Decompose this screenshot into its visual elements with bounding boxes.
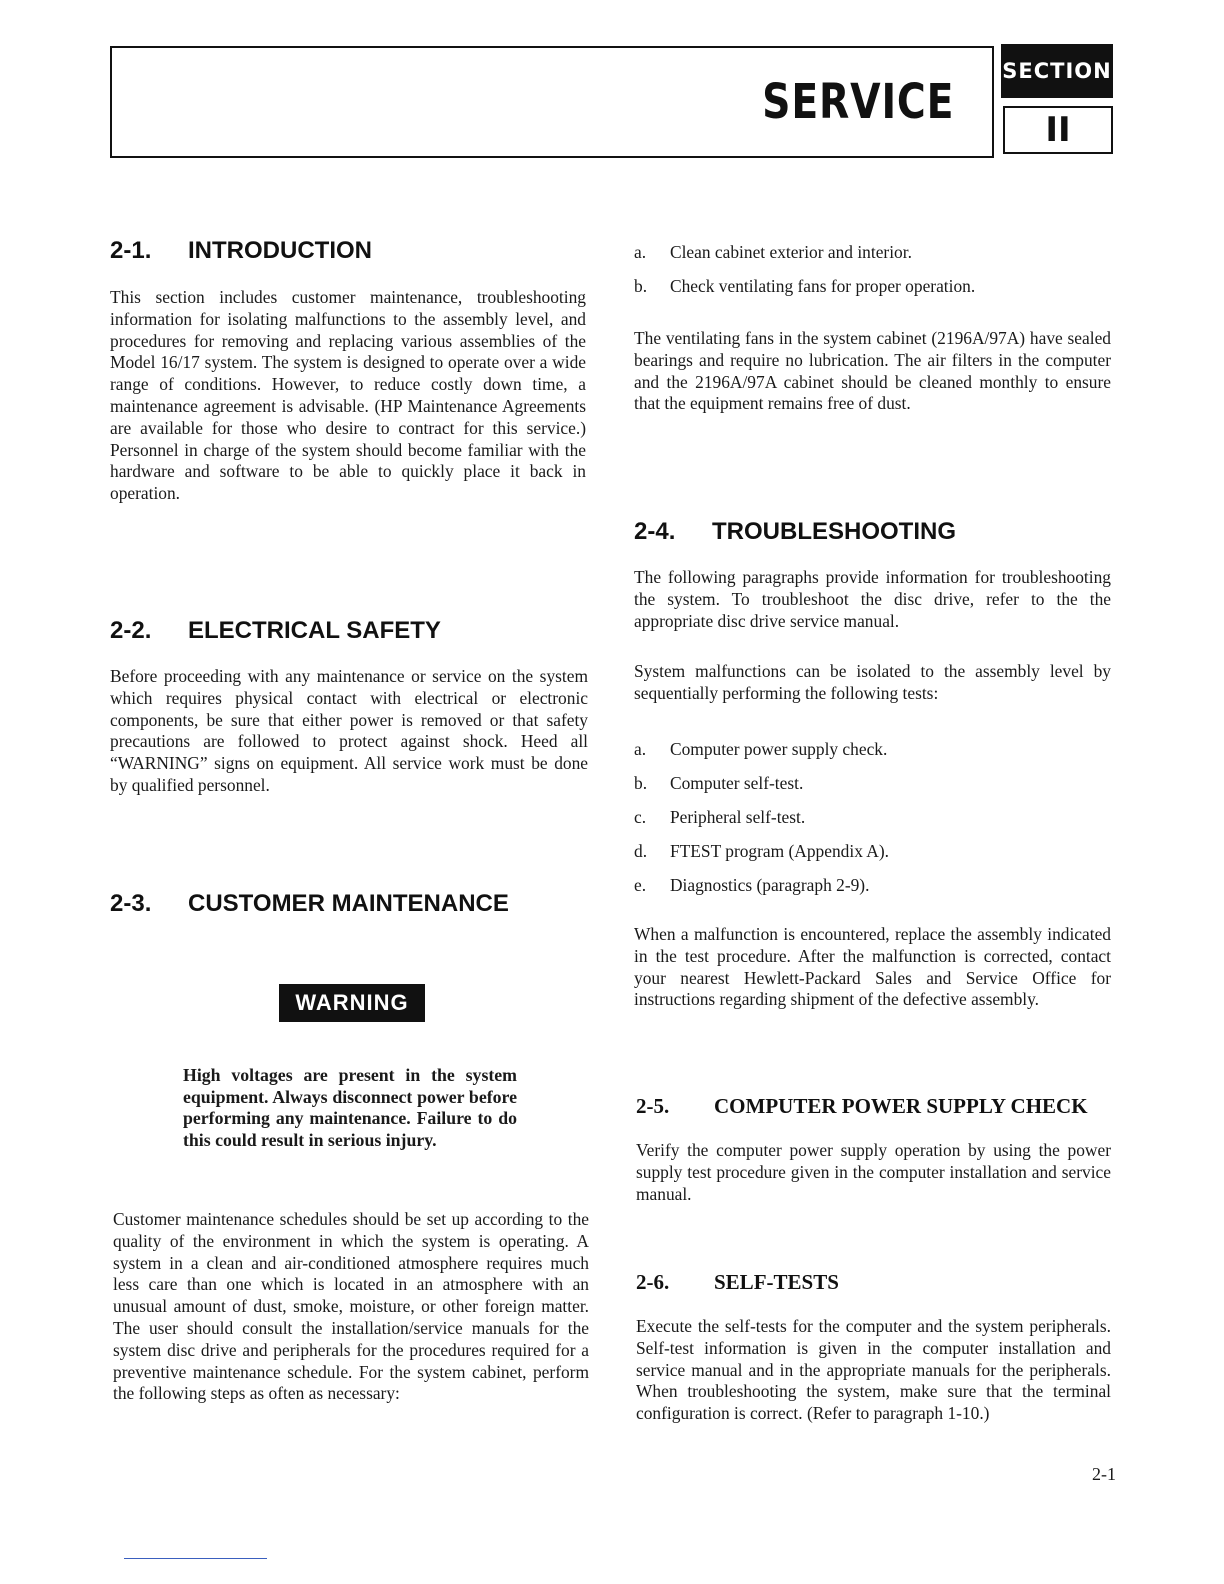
troubleshooting-paragraph-1: The following paragraphs provide information for troubleshooting the system. To troubleshoot the disc drive, refer to the the appropriate disc drive service manual. [634,567,1111,631]
troubleshooting-paragraph-2: System malfunctions can be isolated to the assembly level by sequentially performing the following tests: [634,661,1111,703]
power-supply-paragraph: Verify the computer power supply operation by using the power supply test procedure given in the computer installation and service manual. [636,1140,1111,1204]
list-text: Computer power supply check. [670,739,888,759]
electrical-safety-paragraph: Before proceeding with any maintenance or service on the system which requires physical contact with electrical or electronic components, be sure that either power is removed or that safety precautions are followed to protect against shock. Heed all “WARNING” signs on equipment. All service work must be done by qualified personnel. [110,666,588,795]
heading-number: 2-1. [110,237,152,264]
heading-text: TROUBLESHOOTING [712,518,956,545]
warning-label: WARNING [279,984,425,1022]
heading-number: 2-3. [110,890,152,917]
heading-electrical-safety [110,617,441,645]
heading-self-tests [636,1270,839,1295]
introduction-paragraph: This section includes customer maintenance, troubleshooting information for isolating malfunctions to the assembly level, and procedures for removing and replacing various assemblies of the Model 16/17 system. The system is designed to operate over a wide range of conditions. However, to reduce costly down time, a maintenance agreement is advisable. (HP Maintenance Agreements are available for those who desire to contract for this service.) Personnel in charge of the system should become familiar with the hardware and software to be able to quickly place it back in operation. [110,287,586,504]
section-label: SECTION [1001,44,1113,98]
heading-text: ELECTRICAL SAFETY [188,617,441,644]
heading-number: 2-6. [636,1270,670,1294]
header-box [110,46,994,158]
self-tests-paragraph: Execute the self-tests for the computer and the system peripherals. Self-test information is given in the computer installation and service manual and in the appropriate manuals for the peripherals. When troubleshooting the system, make sure that the terminal configuration is correct. (Refer to paragraph 1-10.) [636,1316,1111,1424]
list-text: Peripheral self-test. [670,807,806,827]
list-text: Diagnostics (paragraph 2-9). [670,875,870,895]
list-letter: b. [634,773,648,793]
warning-text: High voltages are present in the system equipment. Always disconnect power before performing any maintenance. Failure to do this could result in serious injury. [183,1065,517,1150]
list-item [634,275,975,297]
page-title: SERVICE [761,74,954,130]
section-number: II [1003,106,1113,154]
page-number: 2-1 [1092,1464,1116,1484]
heading-number: 2-5. [636,1094,670,1118]
list-letter: b. [634,276,648,296]
list-item [634,241,912,263]
list-text: Check ventilating fans for proper operation. [670,276,976,296]
list-letter: d. [634,841,648,861]
list-letter: c. [634,807,647,827]
heading-troubleshooting [634,518,956,546]
heading-text: CUSTOMER MAINTENANCE [188,890,509,917]
list-text: FTEST program (Appendix A). [670,841,889,861]
list-text: Computer self-test. [670,773,804,793]
heading-text: SELF-TESTS [714,1270,839,1294]
heading-introduction [110,237,372,265]
divider [124,1558,267,1559]
list-item [634,738,887,760]
ventilating-fans-paragraph: The ventilating fans in the system cabinet (2196A/97A) have sealed bearings and require no lubrication. The air filters in the computer and the 2196A/97A cabinet should be cleaned monthly to ensure that the equipment remains free of dust. [634,328,1111,414]
list-letter: a. [634,242,647,262]
heading-power-supply-check [636,1094,1088,1119]
list-letter: e. [634,875,647,895]
troubleshooting-paragraph-3: When a malfunction is encountered, replace the assembly indicated in the test procedure. After the malfunction is corrected, contact your nearest Hewlett-Packard Sales and Service Office for instructions regarding shipment of the defective assembly. [634,924,1111,1010]
list-letter: a. [634,739,647,759]
heading-text: INTRODUCTION [188,237,372,264]
list-item [634,806,805,828]
heading-number: 2-4. [634,518,676,545]
heading-text: COMPUTER POWER SUPPLY CHECK [714,1094,1088,1118]
heading-customer-maintenance [110,890,509,918]
maintenance-paragraph: Customer maintenance schedules should be set up according to the quality of the environment in which the system is operating. A system in a clean and air-conditioned atmosphere requires much less care than one which is located in an atmosphere with an unusual amount of dust, smoke, moisture, or other foreign matter. The user should consult the installation/service manuals for the system disc drive and peripherals for the procedures required for a preventive maintenance schedule. For the system cabinet, perform the following steps as often as necessary: [113,1209,589,1404]
list-text: Clean cabinet exterior and interior. [670,242,912,262]
list-item [634,840,889,862]
list-item [634,874,869,896]
heading-number: 2-2. [110,617,152,644]
list-item [634,772,803,794]
